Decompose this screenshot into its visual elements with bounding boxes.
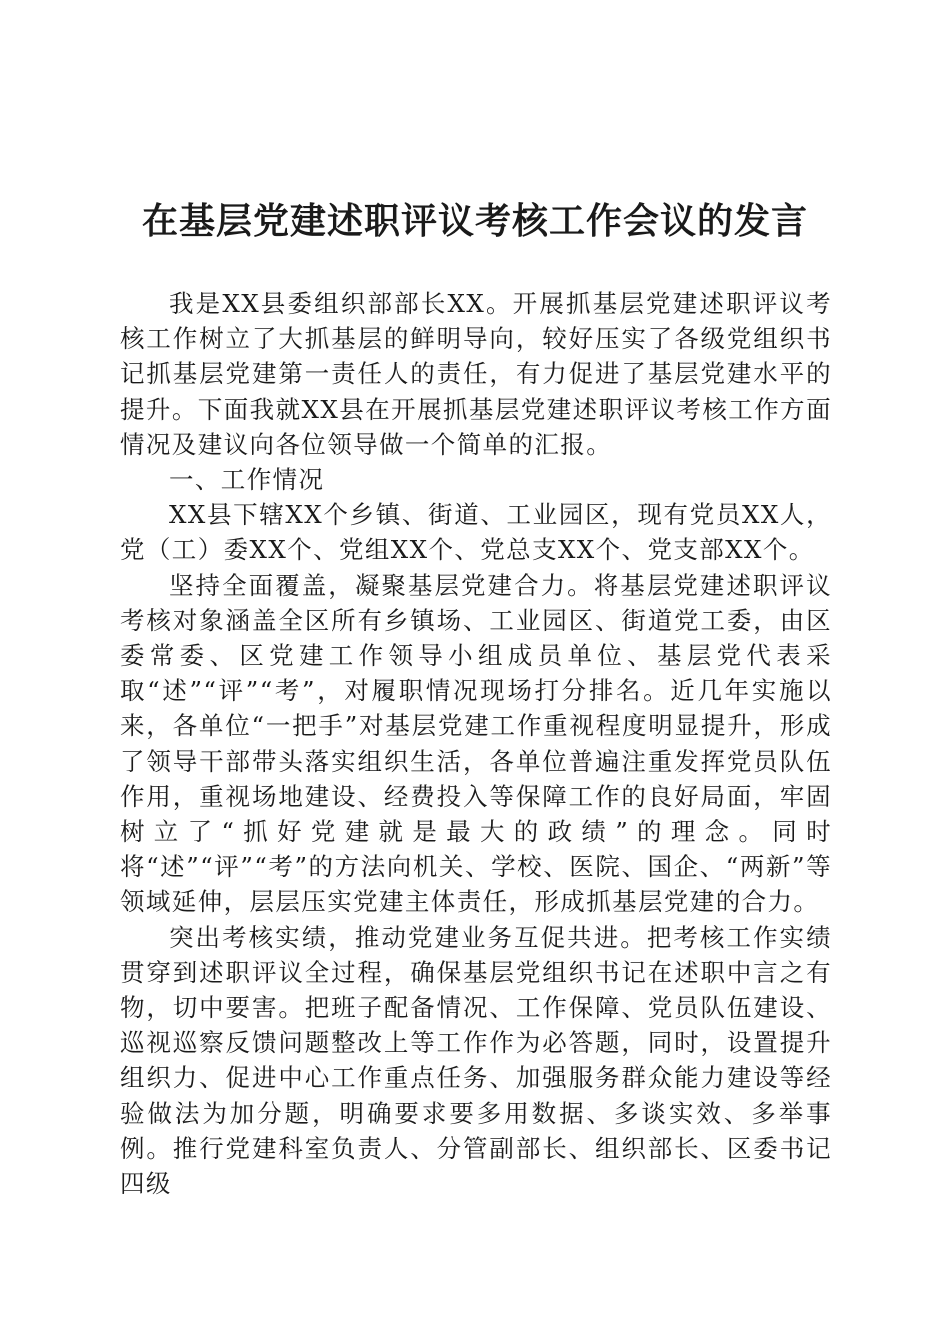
section-heading-work-status: 一、工作情况: [169, 465, 325, 495]
page-title: 在基层党建述职评议考核工作会议的发言: [141, 200, 808, 242]
intro-paragraph: 我是XX县委组织部部长XX。开展抓基层党建述职评议考核工作树立了大抓基层的鲜明导向，较好压实了各级党组织书记抓基层党建第一责任人的责任，有力促进了基层党建水平的提升。下面我就XX县在开展抓基层党建述职评议考核工作方面情况及建议向各位领导做一个简单的汇报。: [120, 289, 832, 459]
full-coverage-paragraph: 坚持全面覆盖，凝聚基层党建合力。将基层党建述职评议考核对象涵盖全区所有乡镇场、工业园区、街道党工委，由区委常委、区党建工作领导小组成员单位、基层党代表采取“述”“评”“考”，对履职情况现场打分排名。近几年实施以来，各单位“一把手”对基层党建工作重视程度明显提升，形成了领导干部带头落实组织生活，各单位普遍注重发挥党员队伍作用，重视场地建设、经费投入等保障工作的良好局面，牢固树立了“抓好党建就是最大的政绩”的理念。同时将“述”“评”“考”的方法向机关、学校、医院、国企、“两新”等领域延伸，层层压实党建主体责任，形成抓基层党建的合力。: [120, 570, 832, 917]
county-overview-paragraph: XX县下辖XX个乡镇、街道、工业园区，现有党员XX人，党（工）委XX个、党组XX个、党总支XX个、党支部XX个。: [120, 500, 832, 565]
assessment-results-paragraph: 突出考核实绩，推动党建业务互促共进。把考核工作实绩贯穿到述职评议全过程，确保基层党组织书记在述职中言之有物，切中要害。把班子配备情况、工作保障、党员队伍建设、巡视巡察反馈问题整改上等工作作为必答题，同时，设置提升组织力、促进中心工作重点任务、加强服务群众能力建设等经验做法为加分题，明确要求要多用数据、多谈实效、多举事例。推行党建科室负责人、分管副部长、组织部长、区委书记四级: [120, 922, 832, 1199]
document-body: [120, 286, 832, 1201]
